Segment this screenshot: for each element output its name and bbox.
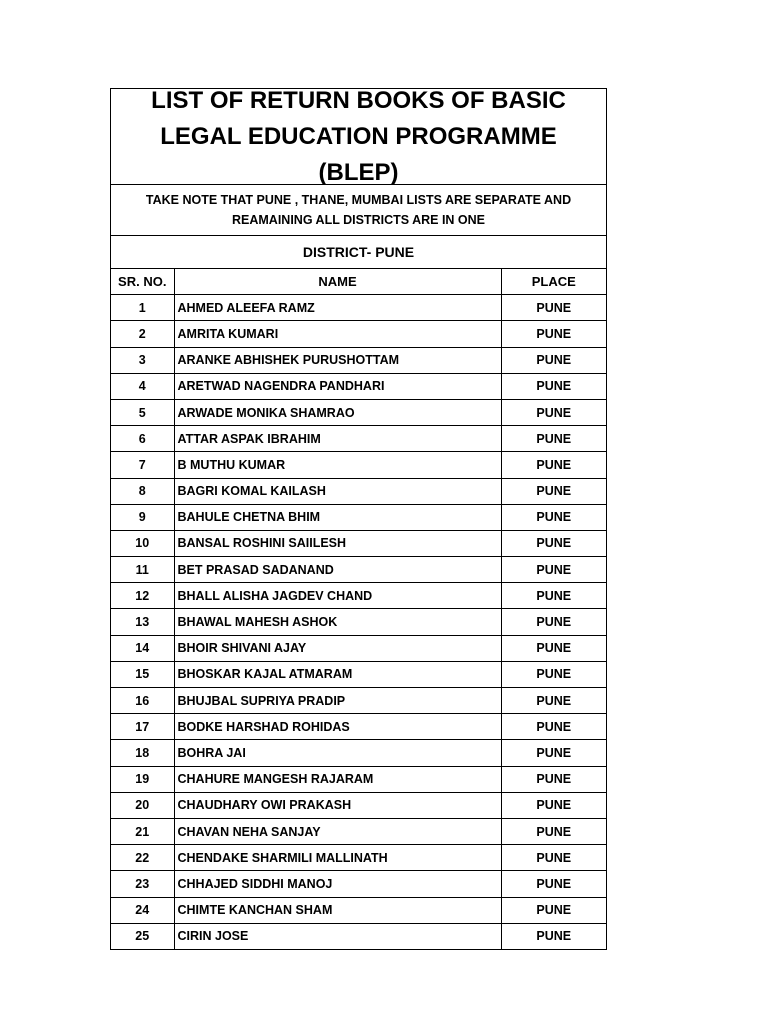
table-row xyxy=(111,766,606,792)
sr-cell: 17 xyxy=(111,714,174,740)
place-cell: PUNE xyxy=(501,295,606,321)
name-cell: CIRIN JOSE xyxy=(174,923,501,949)
sr-cell: 15 xyxy=(111,661,174,687)
document-sheet xyxy=(110,88,607,950)
place-cell: PUNE xyxy=(501,321,606,347)
sr-cell: 21 xyxy=(111,818,174,844)
sr-cell: 7 xyxy=(111,452,174,478)
place-cell: PUNE xyxy=(501,688,606,714)
table-row xyxy=(111,504,606,530)
name-cell: BHOIR SHIVANI AJAY xyxy=(174,635,501,661)
name-cell: AMRITA KUMARI xyxy=(174,321,501,347)
table-row xyxy=(111,661,606,687)
name-cell: BAHULE CHETNA BHIM xyxy=(174,504,501,530)
return-books-table xyxy=(111,269,606,949)
sr-cell: 3 xyxy=(111,347,174,373)
name-cell: BET PRASAD SADANAND xyxy=(174,557,501,583)
table-row xyxy=(111,295,606,321)
table-row xyxy=(111,923,606,949)
name-cell: BHAWAL MAHESH ASHOK xyxy=(174,609,501,635)
document-title-box xyxy=(111,86,606,186)
table-row xyxy=(111,897,606,923)
name-cell: CHENDAKE SHARMILI MALLINATH xyxy=(174,845,501,871)
name-cell: CHAVAN NEHA SANJAY xyxy=(174,818,501,844)
table-row xyxy=(111,583,606,609)
name-cell: ARETWAD NAGENDRA PANDHARI xyxy=(174,373,501,399)
place-cell: PUNE xyxy=(501,373,606,399)
table-row xyxy=(111,347,606,373)
name-cell: BAGRI KOMAL KAILASH xyxy=(174,478,501,504)
sr-cell: 13 xyxy=(111,609,174,635)
sr-cell: 20 xyxy=(111,792,174,818)
place-cell: PUNE xyxy=(501,452,606,478)
name-cell: ARANKE ABHISHEK PURUSHOTTAM xyxy=(174,347,501,373)
place-cell: PUNE xyxy=(501,399,606,425)
name-cell: BHUJBAL SUPRIYA PRADIP xyxy=(174,688,501,714)
sr-cell: 10 xyxy=(111,530,174,556)
place-cell: PUNE xyxy=(501,426,606,452)
document-title: LIST OF RETURN BOOKS OF BASIC LEGAL EDUCATION PROGRAMME (BLEP) xyxy=(151,86,566,186)
sr-cell: 24 xyxy=(111,897,174,923)
sr-cell: 4 xyxy=(111,373,174,399)
name-cell: CHHAJED SIDDHI MANOJ xyxy=(174,871,501,897)
place-cell: PUNE xyxy=(501,818,606,844)
header-sr-no: SR. NO. xyxy=(111,269,174,295)
place-cell: PUNE xyxy=(501,661,606,687)
place-cell: PUNE xyxy=(501,635,606,661)
name-cell: BANSAL ROSHINI SAIILESH xyxy=(174,530,501,556)
place-cell: PUNE xyxy=(501,871,606,897)
sr-cell: 18 xyxy=(111,740,174,766)
table-row xyxy=(111,635,606,661)
name-cell: ARWADE MONIKA SHAMRAO xyxy=(174,399,501,425)
table-row xyxy=(111,478,606,504)
place-cell: PUNE xyxy=(501,609,606,635)
sr-cell: 8 xyxy=(111,478,174,504)
name-cell: CHAHURE MANGESH RAJARAM xyxy=(174,766,501,792)
name-cell: CHAUDHARY OWI PRAKASH xyxy=(174,792,501,818)
table-row xyxy=(111,818,606,844)
table-row xyxy=(111,452,606,478)
table-row xyxy=(111,792,606,818)
name-cell: AHMED ALEEFA RAMZ xyxy=(174,295,501,321)
place-cell: PUNE xyxy=(501,530,606,556)
place-cell: PUNE xyxy=(501,583,606,609)
table-row xyxy=(111,399,606,425)
place-cell: PUNE xyxy=(501,766,606,792)
table-row xyxy=(111,321,606,347)
table-row xyxy=(111,609,606,635)
sr-cell: 25 xyxy=(111,923,174,949)
name-cell: BHALL ALISHA JAGDEV CHAND xyxy=(174,583,501,609)
sr-cell: 12 xyxy=(111,583,174,609)
table-header-row xyxy=(111,269,606,295)
place-cell: PUNE xyxy=(501,792,606,818)
place-cell: PUNE xyxy=(501,740,606,766)
place-cell: PUNE xyxy=(501,845,606,871)
place-cell: PUNE xyxy=(501,504,606,530)
sr-cell: 22 xyxy=(111,845,174,871)
table-row xyxy=(111,688,606,714)
place-cell: PUNE xyxy=(536,929,572,944)
header-place: PLACE xyxy=(501,269,606,295)
sr-cell: 5 xyxy=(111,399,174,425)
name-cell: ATTAR ASPAK IBRAHIM xyxy=(174,426,501,452)
place-cell: PUNE xyxy=(501,557,606,583)
table-row xyxy=(111,714,606,740)
table-row xyxy=(111,557,606,583)
sr-cell: 16 xyxy=(111,688,174,714)
table-row xyxy=(111,740,606,766)
district-heading: DISTRICT- PUNE xyxy=(111,236,606,269)
table-row xyxy=(111,871,606,897)
place-cell: PUNE xyxy=(501,897,606,923)
name-cell: CHIMTE KANCHAN SHAM xyxy=(174,897,501,923)
sr-cell: 14 xyxy=(111,635,174,661)
name-cell: BOHRA JAI xyxy=(174,740,501,766)
sr-cell: 2 xyxy=(111,321,174,347)
sr-cell: 19 xyxy=(111,766,174,792)
place-cell: PUNE xyxy=(501,347,606,373)
sr-cell: 6 xyxy=(111,426,174,452)
table-row xyxy=(111,373,606,399)
table-row xyxy=(111,530,606,556)
table-row xyxy=(111,426,606,452)
sr-cell: 9 xyxy=(111,504,174,530)
name-cell: BHOSKAR KAJAL ATMARAM xyxy=(174,661,501,687)
name-cell: B MUTHU KUMAR xyxy=(174,452,501,478)
sr-cell: 1 xyxy=(111,295,174,321)
place-cell: PUNE xyxy=(501,478,606,504)
table-row xyxy=(111,845,606,871)
note-box xyxy=(111,185,606,236)
sr-cell: 11 xyxy=(111,557,174,583)
name-cell: BODKE HARSHAD ROHIDAS xyxy=(174,714,501,740)
sr-cell: 23 xyxy=(111,871,174,897)
place-cell: PUNE xyxy=(501,714,606,740)
header-name: NAME xyxy=(174,269,501,295)
note-text: TAKE NOTE THAT PUNE , THANE, MUMBAI LISTS ARE SEPARATE AND REAMAINING ALL DISTRICTS ARE IN ONE xyxy=(145,193,572,227)
